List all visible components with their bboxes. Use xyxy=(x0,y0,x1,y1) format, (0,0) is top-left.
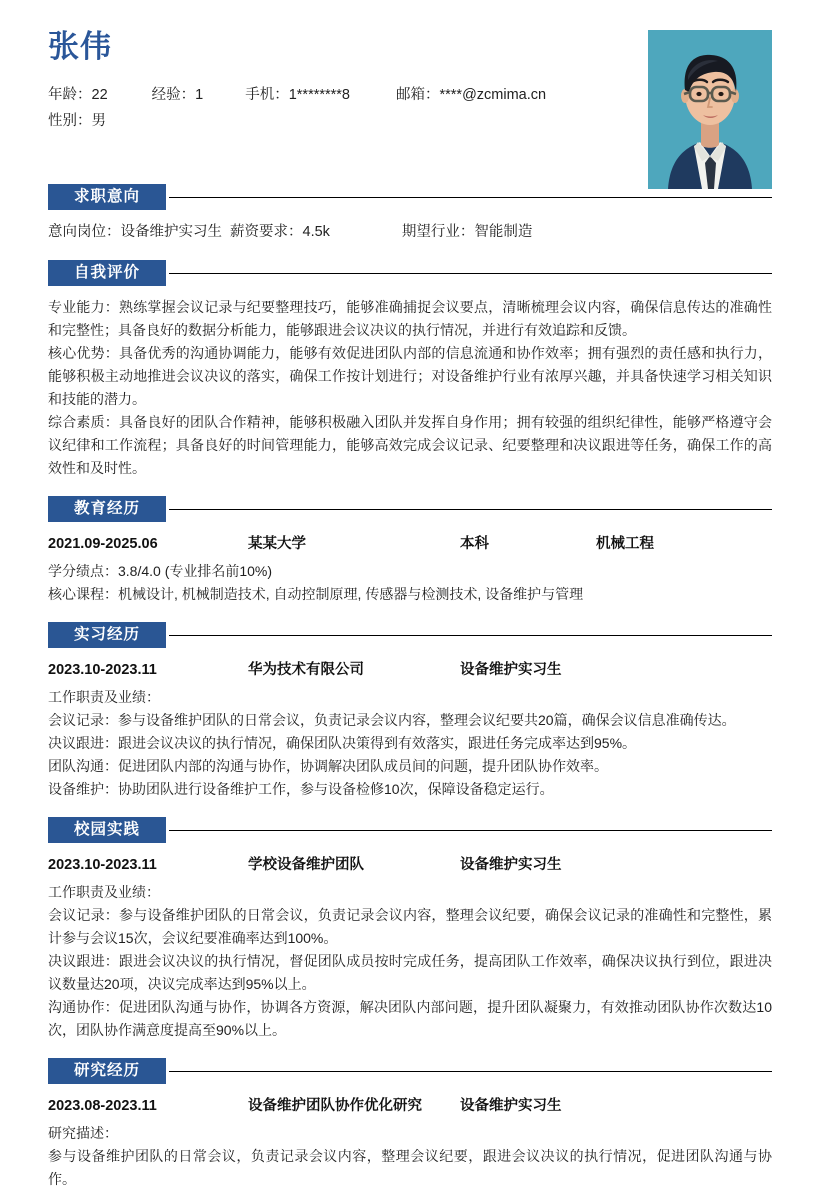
section-rule xyxy=(169,509,772,510)
intent-salary-value: 4.5k xyxy=(302,224,330,240)
age-field xyxy=(48,82,108,108)
section-title-internship: 实习经历 xyxy=(48,622,166,648)
email-field xyxy=(396,82,546,108)
section-header-self-evaluation xyxy=(48,260,772,286)
campus-duties-label: 工作职责及业绩： xyxy=(48,884,160,900)
section-title-self-evaluation: 自我评价 xyxy=(48,260,166,286)
phone-field xyxy=(245,82,350,108)
section-title-research: 研究经历 xyxy=(48,1058,166,1084)
self-eval-paragraph: 核心优势：具备优秀的沟通协调能力，能够有效促进团队内部的信息流通和协作效率；拥有强烈的责任感和执行力，能够积极主动地推进会议决议的落实，确保工作按计划进行；对设备维护行业有浓厚兴趣，并具备快速学习相关知识和技能的潜力。 xyxy=(48,345,772,407)
gender-field xyxy=(48,108,106,134)
section-body-job-intent xyxy=(48,210,772,244)
section-header-education xyxy=(48,496,772,522)
avatar xyxy=(648,30,772,189)
research-date: 2023.08-2023.11 xyxy=(48,1098,157,1114)
portrait-photo-icon xyxy=(648,30,772,189)
internship-role: 设备维护实习生 xyxy=(460,662,562,678)
education-date: 2021.09-2025.06 xyxy=(48,536,158,552)
self-eval-paragraph: 综合素质：具备良好的团队合作精神，能够积极融入团队并发挥自身作用；拥有较强的组织纪律性，能够严格遵守会议纪律和工作流程；具备良好的时间管理能力，能够高效完成会议记录、纪要整理和决议跟进等任务，确保工作的高效性和及时性。 xyxy=(48,414,772,476)
campus-organization: 学校设备维护团队 xyxy=(248,857,364,873)
job-intent-row xyxy=(48,220,772,244)
intent-industry-label: 期望行业： xyxy=(401,224,475,240)
internship-date: 2023.10-2023.11 xyxy=(48,662,157,678)
age-value: 22 xyxy=(91,87,108,104)
section-title-job-intent: 求职意向 xyxy=(48,184,166,210)
section-title-campus-practice: 校园实践 xyxy=(48,817,166,843)
section-body-self-evaluation xyxy=(48,286,772,480)
research-entry-row xyxy=(48,1094,772,1118)
research-role: 设备维护实习生 xyxy=(460,1098,562,1114)
campus-role: 设备维护实习生 xyxy=(460,857,562,873)
intent-industry xyxy=(402,224,533,240)
gender-label: 性别： xyxy=(48,113,92,130)
internship-bullet: 团队沟通：促进团队内部的沟通与协作，协调解决团队成员间的问题，提升团队协作效率。 xyxy=(48,758,608,774)
internship-bullet: 决议跟进：跟进会议决议的执行情况，确保团队决策得到有效落实，跟进任务完成率达到95%。 xyxy=(48,735,637,751)
research-topic: 设备维护团队协作优化研究 xyxy=(248,1098,422,1114)
section-body-campus-practice xyxy=(48,843,772,1042)
intent-industry-value: 智能制造 xyxy=(474,224,533,240)
education-school: 某某大学 xyxy=(248,536,306,552)
gender-value: 男 xyxy=(91,113,106,130)
campus-bullet: 会议记录：参与设备维护团队的日常会议，负责记录会议内容，整理会议纪要，确保会议记录的准确性和完整性，累计参与会议15次，会议纪要准确率达到100%。 xyxy=(48,907,772,946)
resume-header xyxy=(48,0,772,168)
email-label: 邮箱： xyxy=(396,87,440,104)
intent-salary xyxy=(230,224,330,240)
experience-field xyxy=(152,82,204,108)
experience-label: 经验： xyxy=(151,87,196,104)
intent-position-value: 设备维护实习生 xyxy=(120,224,222,240)
section-body-internship xyxy=(48,648,772,801)
section-education xyxy=(48,496,772,606)
section-body-education xyxy=(48,522,772,606)
section-rule xyxy=(169,830,772,831)
education-degree: 本科 xyxy=(460,536,489,552)
campus-date: 2023.10-2023.11 xyxy=(48,857,157,873)
education-major: 机械工程 xyxy=(596,536,654,552)
phone-label: 手机： xyxy=(245,87,289,104)
campus-bullet: 决议跟进：跟进会议决议的执行情况，督促团队成员按时完成任务，提高团队工作效率，确保决议执行到位，跟进决议数量达20项，决议完成率达到95%以上。 xyxy=(48,953,772,992)
section-header-research xyxy=(48,1058,772,1084)
section-title-education: 教育经历 xyxy=(48,496,166,522)
email-value: ****@zcmima.cn xyxy=(439,87,547,104)
intent-position-label: 意向岗位： xyxy=(48,224,121,240)
section-job-intent xyxy=(48,184,772,244)
internship-company: 华为技术有限公司 xyxy=(248,662,364,678)
section-header-campus-practice xyxy=(48,817,772,843)
internship-entry-row xyxy=(48,658,772,682)
section-rule xyxy=(169,273,772,274)
self-eval-paragraph: 专业能力：熟练掌握会议记录与纪要整理技巧，能够准确捕捉会议要点，清晰梳理会议内容，确保信息传达的准确性和完整性；具备良好的数据分析能力，能够跟进会议决议的执行情况，并进行有效追踪和反馈。 xyxy=(48,299,772,338)
section-campus-practice xyxy=(48,817,772,1042)
research-desc-label: 研究描述： xyxy=(48,1125,118,1141)
section-internship xyxy=(48,622,772,801)
internship-bullet: 会议记录：参与设备维护团队的日常会议，负责记录会议内容，整理会议纪要共20篇，确保会议信息准确传达。 xyxy=(48,712,736,728)
section-rule xyxy=(169,197,772,198)
intent-salary-label: 薪资要求： xyxy=(230,224,303,240)
section-self-evaluation xyxy=(48,260,772,480)
research-bullet: 参与设备维护团队的日常会议，负责记录会议内容，整理会议纪要，跟进会议决议的执行情况，促进团队沟通与协作。 xyxy=(48,1148,772,1187)
campus-bullet: 沟通协作：促进团队沟通与协作，协调各方资源，解决团队内部问题，提升团队凝聚力，有效推动团队协作次数达10次，团队协作满意度提高至90%以上。 xyxy=(48,999,772,1038)
section-research xyxy=(48,1058,772,1191)
intent-position xyxy=(48,224,222,240)
candidate-name: 张伟 xyxy=(48,29,112,64)
internship-duties-label: 工作职责及业绩： xyxy=(48,689,160,705)
campus-entry-row xyxy=(48,853,772,877)
section-body-research xyxy=(48,1084,772,1191)
education-gpa: 学分绩点：3.8/4.0 (专业排名前10%) xyxy=(48,563,273,579)
experience-value: 1 xyxy=(195,87,204,104)
section-rule xyxy=(169,635,772,636)
internship-bullet: 设备维护：协助团队进行设备维护工作，参与设备检修10次，保障设备稳定运行。 xyxy=(48,781,554,797)
age-label: 年龄： xyxy=(48,87,92,104)
education-entry-row xyxy=(48,532,772,556)
section-header-internship xyxy=(48,622,772,648)
phone-value: 1********8 xyxy=(288,87,350,104)
section-rule xyxy=(169,1071,772,1072)
education-courses: 核心课程：机械设计, 机械制造技术, 自动控制原理, 传感器与检测技术, 设备维护与管理 xyxy=(48,586,584,602)
